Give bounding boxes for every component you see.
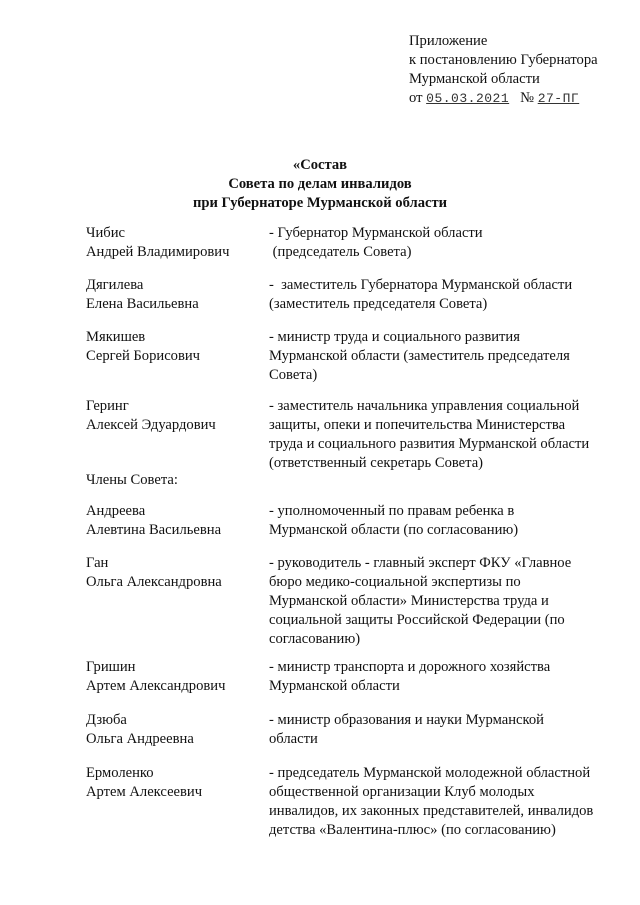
member-surname: Ган [86, 555, 109, 571]
member-first-names: Артем Алексеевич [86, 784, 203, 800]
member-first-names: Ольга Александровна [86, 574, 222, 590]
member-surname: Дзюба [86, 712, 127, 728]
role-line: - заместитель начальника управления социальной [269, 398, 580, 414]
appendix-line: к постановлению Губернатора [409, 52, 598, 68]
role-line: Мурманской области (заместитель председателя [269, 348, 570, 364]
member-role [269, 554, 612, 649]
from-label: от [409, 90, 423, 106]
member-role [269, 658, 612, 696]
appendix-line: Мурманской области [409, 71, 540, 87]
role-line: - уполномоченный по правам ребенка в [269, 503, 515, 519]
member-name [86, 658, 266, 696]
member-role [269, 224, 612, 262]
member-name [86, 328, 266, 366]
member-role [269, 397, 612, 473]
member-name [86, 397, 266, 435]
member-name [86, 711, 266, 749]
member-surname: Мякишев [86, 329, 146, 345]
role-line: (заместитель председателя Совета) [269, 296, 488, 312]
appendix-date-line [409, 89, 624, 108]
role-line: бюро медико-социальной экспертизы по [269, 574, 521, 590]
title-line: Совета по делам инвалидов [228, 176, 412, 192]
member-surname: Ермоленко [86, 765, 154, 781]
member-name [86, 502, 266, 540]
member-first-names: Артем Александрович [86, 678, 226, 694]
member-name [86, 276, 266, 314]
role-line: защиты, опеки и попечительства Министерства [269, 417, 566, 433]
member-surname: Геринг [86, 398, 129, 414]
member-name [86, 554, 266, 592]
member-surname: Чибис [86, 225, 126, 241]
role-line: (председатель Совета) [269, 244, 412, 260]
role-line: детства «Валентина-плюс» (по согласованию) [269, 822, 556, 838]
role-line: - руководитель - главный эксперт ФКУ «Главное [269, 555, 572, 571]
appendix-line: Приложение [409, 33, 488, 49]
role-line: - министр образования и науки Мурманской [269, 712, 544, 728]
role-line: Мурманской области [269, 678, 400, 694]
member-surname: Андреева [86, 503, 146, 519]
role-line: (ответственный секретарь Совета) [269, 455, 484, 471]
role-line: Мурманской области» Министерства труда и [269, 593, 549, 609]
member-first-names: Андрей Владимирович [86, 244, 230, 260]
member-first-names: Алексей Эдуардович [86, 417, 216, 433]
appendix-block [409, 32, 624, 108]
role-line: - заместитель Губернатора Мурманской области [269, 277, 573, 293]
member-first-names: Елена Васильевна [86, 296, 199, 312]
role-line: - Губернатор Мурманской области [269, 225, 483, 241]
role-line: общественной организации Клуб молодых [269, 784, 535, 800]
decree-date: 05.03.2021 [426, 91, 510, 106]
title-line: «Состав [292, 157, 348, 173]
member-surname: Дягилева [86, 277, 144, 293]
role-line: согласованию) [269, 631, 361, 647]
document-title [150, 156, 490, 213]
member-name [86, 764, 266, 802]
role-line: инвалидов, их законных представителей, инвалидов [269, 803, 594, 819]
member-role [269, 764, 612, 840]
member-first-names: Ольга Андреевна [86, 731, 194, 747]
member-role [269, 328, 612, 385]
member-first-names: Сергей Борисович [86, 348, 201, 364]
role-line: Мурманской области (по согласованию) [269, 522, 519, 538]
role-line: Совета) [269, 367, 318, 383]
role-line: - председатель Мурманской молодежной областной [269, 765, 591, 781]
role-line: социальной защиты Российской Федерации (по [269, 612, 565, 628]
member-name [86, 224, 266, 262]
role-line: труда и социального развития Мурманской области [269, 436, 590, 452]
member-role [269, 502, 612, 540]
member-role [269, 276, 612, 314]
decree-number: 27-ПГ [537, 91, 580, 106]
member-surname: Гришин [86, 659, 136, 675]
role-line: - министр труда и социального развития [269, 329, 520, 345]
number-label: № [520, 90, 535, 106]
members-heading: Члены Совета: [86, 472, 178, 488]
role-line: - министр транспорта и дорожного хозяйства [269, 659, 551, 675]
member-role [269, 711, 612, 749]
member-first-names: Алевтина Васильевна [86, 522, 222, 538]
title-line: при Губернаторе Мурманской области [192, 195, 448, 211]
role-line: области [269, 731, 318, 747]
